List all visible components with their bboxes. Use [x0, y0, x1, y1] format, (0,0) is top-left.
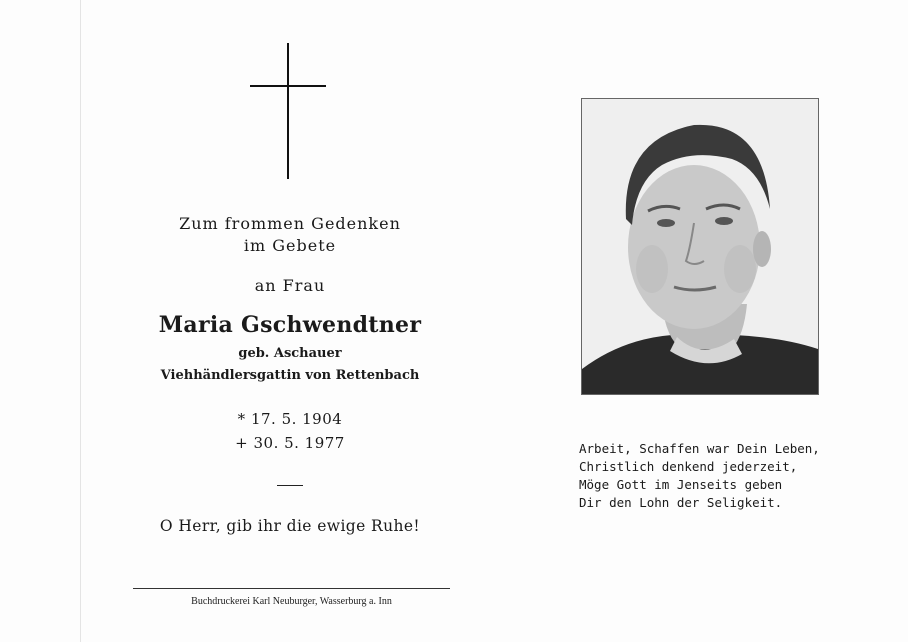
death-date: + 30. 5. 1977: [235, 434, 345, 452]
fold-line: [80, 0, 81, 642]
memorial-verse: [579, 440, 820, 512]
birth-date: * 17. 5. 1904: [237, 410, 343, 428]
verse-line: Dir den Lohn der Seligkeit.: [579, 495, 783, 510]
intro-line-1: Zum frommen Gedenken: [179, 214, 401, 233]
printer-imprint: Buchdruckerei Karl Neuburger, Wasserburg a. Inn: [191, 596, 392, 607]
portrait-photo: [581, 98, 819, 395]
verse-line: Möge Gott im Jenseits geben: [579, 477, 783, 492]
intro-line-3: an Frau: [254, 276, 326, 295]
verse-line: Arbeit, Schaffen war Dein Leben,: [579, 441, 820, 456]
deceased-name: Maria Gschwendtner: [158, 312, 422, 338]
intro-line-2: im Gebete: [243, 236, 337, 255]
cross-icon: [250, 43, 326, 179]
occupation: Viehhändlersgattin von Rettenbach: [160, 368, 420, 383]
prayer-line: O Herr, gib ihr die ewige Ruhe!: [159, 517, 421, 535]
separator-dash: [277, 485, 303, 486]
verse-line: Christlich denkend jederzeit,: [579, 459, 798, 474]
maiden-name: geb. Aschauer: [238, 346, 342, 361]
footer-rule: [133, 588, 450, 589]
